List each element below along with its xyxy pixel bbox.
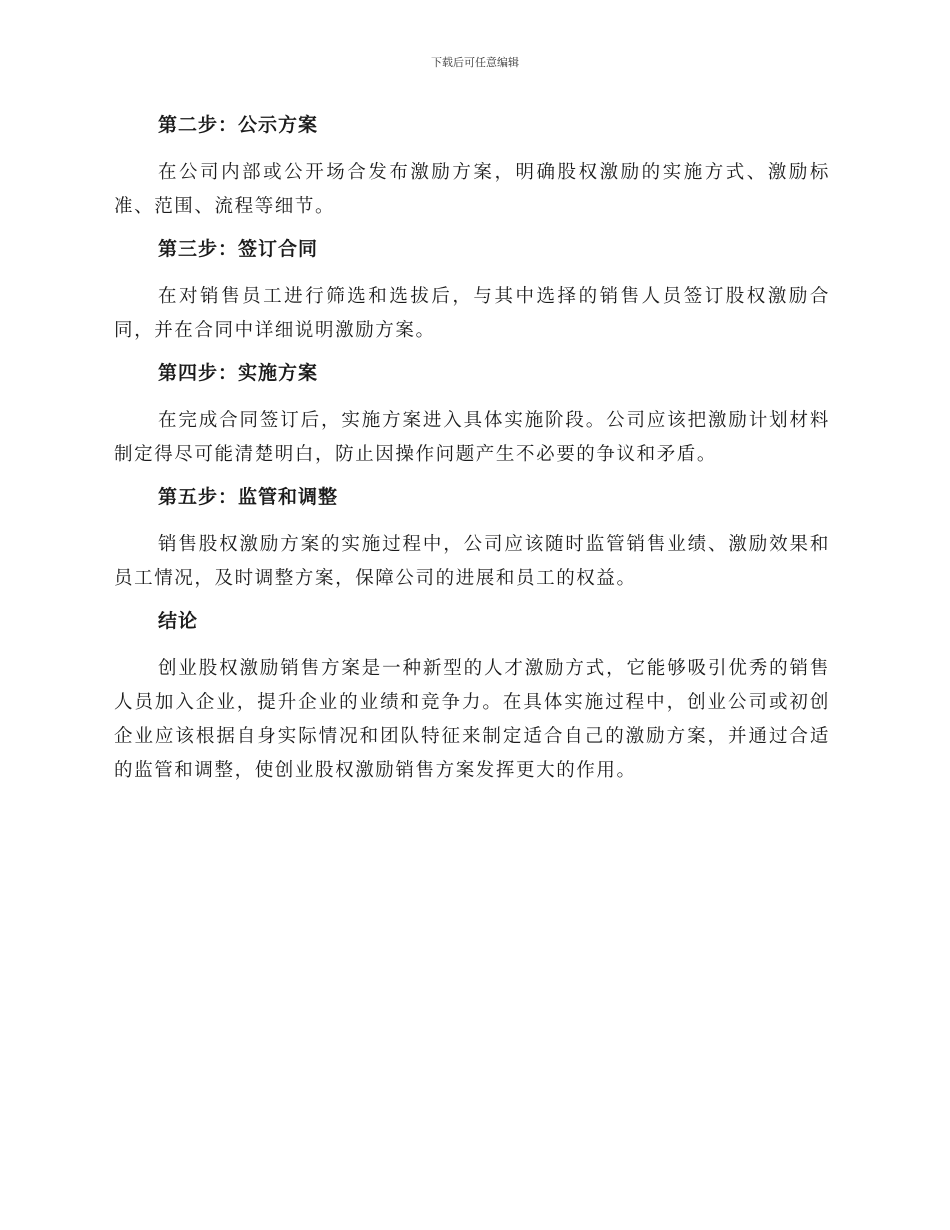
section-heading: 结论 [158, 610, 199, 632]
section-heading: 第五步：监管和调整 [158, 486, 339, 508]
section-paragraph: 在完成合同签订后，实施方案进入具体实施阶段。公司应该把激励计划材料制定得尽可能清楚明白，防止因操作问题产生不必要的争议和矛盾。 [114, 410, 830, 465]
document-body [114, 108, 830, 796]
section-paragraph: 销售股权激励方案的实施过程中，公司应该随时监管销售业绩、激励效果和员工情况，及时调整方案，保障公司的进展和员工的权益。 [114, 534, 830, 589]
section-conclusion [114, 604, 830, 788]
section-paragraph: 创业股权激励销售方案是一种新型的人才激励方式，它能够吸引优秀的销售人员加入企业，提升企业的业绩和竞争力。在具体实施过程中，创业公司或初创企业应该根据自身实际情况和团队特征来制定适合自己的激励方案，并通过合适的监管和调整，使创业股权激励销售方案发挥更大的作用。 [114, 658, 830, 781]
section-paragraph: 在对销售员工进行筛选和选拔后，与其中选择的销售人员签订股权激励合同，并在合同中详细说明激励方案。 [114, 286, 830, 341]
section-step-three [114, 232, 830, 348]
page-header-note: 下载后可任意编辑 [431, 56, 519, 69]
section-heading: 第四步：实施方案 [158, 362, 319, 384]
section-step-four [114, 356, 830, 472]
section-paragraph: 在公司内部或公开场合发布激励方案，明确股权激励的实施方式、激励标准、范围、流程等细节。 [114, 162, 830, 217]
section-step-five [114, 480, 830, 596]
section-step-two [114, 108, 830, 224]
section-heading: 第二步：公示方案 [158, 114, 319, 136]
section-heading: 第三步：签订合同 [158, 238, 319, 260]
